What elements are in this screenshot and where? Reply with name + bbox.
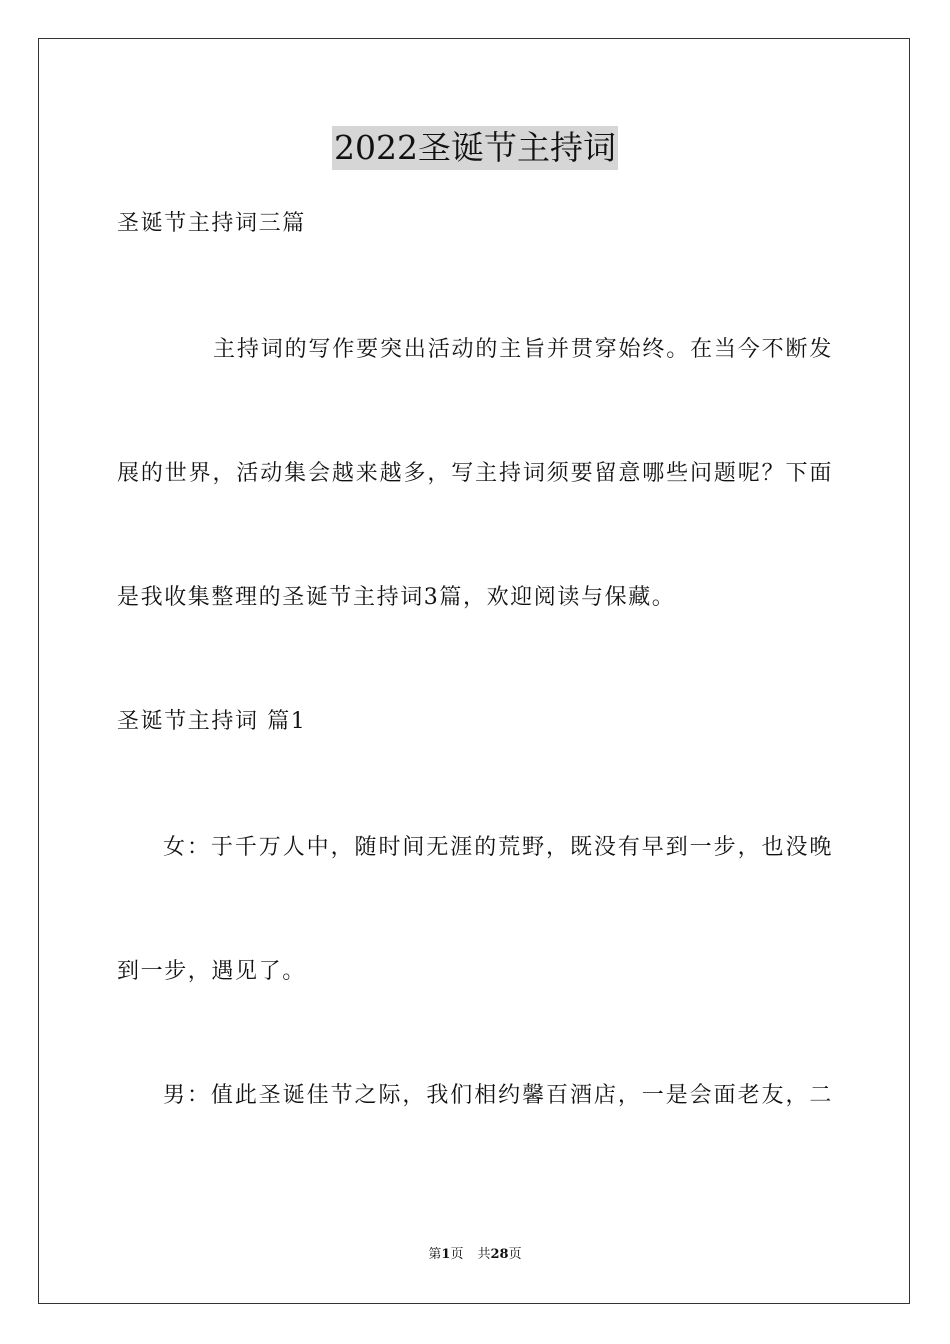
document-subtitle: 圣诞节主持词三篇 (117, 211, 306, 236)
footer-total-suffix: 页 (508, 1247, 522, 1262)
paragraph-line: 是我收集整理的圣诞节主持词3篇，欢迎阅读与保藏。 (117, 585, 676, 610)
page-footer (0, 1246, 950, 1264)
footer-page-number: 1 (441, 1247, 451, 1262)
footer-page-prefix: 第 (428, 1247, 442, 1262)
paragraph-line: 主持词的写作要突出活动的主旨并贯穿始终。在当今不断发 (213, 337, 833, 362)
section-heading: 圣诞节主持词 篇1 (117, 709, 307, 734)
dialogue-line: 到一步，遇见了。 (117, 959, 306, 984)
dialogue-line: 女：于千万人中，随时间无涯的荒野，既没有早到一步，也没晚 (163, 835, 833, 860)
footer-total-pages: 28 (490, 1247, 509, 1262)
paragraph-line: 展的世界，活动集会越来越多，写主持词须要留意哪些问题呢？下面 (117, 461, 833, 486)
title-container (0, 126, 950, 170)
document-title: 2022圣诞节主持词 (332, 126, 618, 170)
footer-page-suffix: 页 (450, 1247, 464, 1262)
footer-total-prefix: 共 (477, 1247, 491, 1262)
dialogue-line: 男：值此圣诞佳节之际，我们相约馨百酒店，一是会面老友，二 (163, 1083, 833, 1108)
